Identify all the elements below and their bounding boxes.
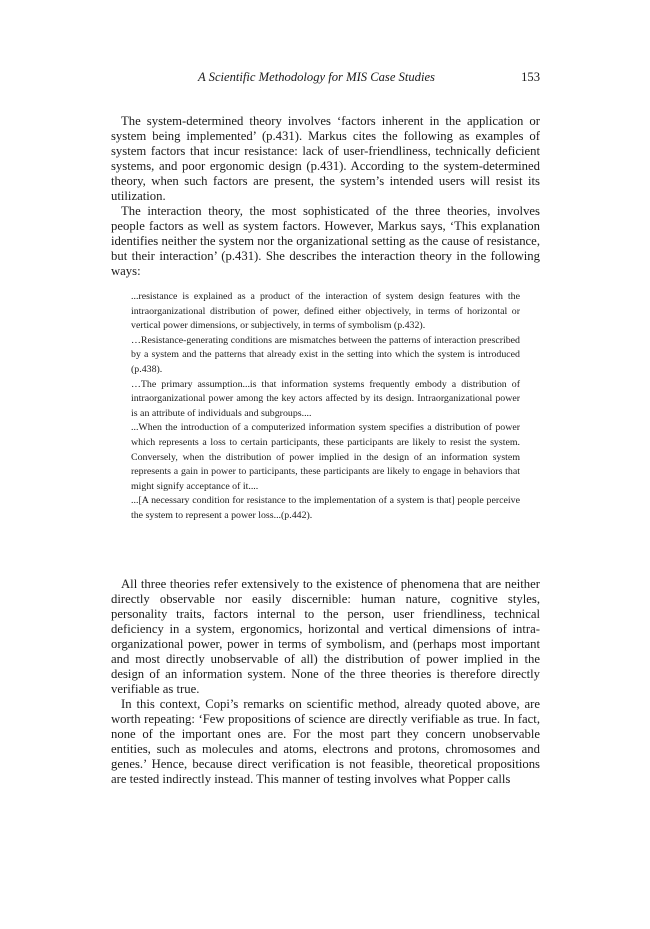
- quote-paragraph: ...resistance is explained as a product of the interaction of system design features with the intraorganizational distribution of power, defined either objectively, in terms of horizontal or vertical power dimensions, or subjectively, in terms of symbolism (p.432).: [131, 291, 520, 332]
- body-text-after-quote: [111, 577, 540, 787]
- running-title: A Scientific Methodology for MIS Case Studies: [198, 70, 435, 84]
- paragraph-interaction-theory: The interaction theory, the most sophisticated of the three theories, involves people factors as well as system factors. However, Markus says, ‘This explanation identifies neither the system nor the organizational setting as the cause of resistance, but their interaction’ (p.431). She describes the interaction theory in the following ways:: [111, 204, 540, 278]
- body-text-before-quote: [111, 114, 540, 279]
- block-quote: [131, 290, 520, 524]
- quote-paragraph: ...When the introduction of a computerized information system specifies a distribution of power which represents a loss to certain participants, these participants are likely to resist the system. Conversely, when the distribution of power implied in the design of an information system represents a gain in power to participants, these participants are likely to engage in behaviors that might signify acceptance of it....: [131, 422, 520, 492]
- quote-paragraph: …Resistance-generating conditions are mismatches between the patterns of interaction prescribed by a system and the patterns that already exist in the setting into which the system is introduced (p.438).: [131, 334, 520, 375]
- quote-paragraph: ...[A necessary condition for resistance to the implementation of a system is that] people perceive the system to represent a power loss...(p.442).: [131, 495, 520, 521]
- paragraph-system-determined-theory: The system-determined theory involves ‘factors inherent in the application or system being implemented’ (p.431). Markus cites the following as examples of system factors that incur resistance: lack of user-friendliness, technically deficient systems, and poor ergonomic design (p.431). According to the system-determined theory, when such factors are present, the system’s intended users will resist its utilization.: [111, 114, 540, 203]
- paragraph-three-theories: All three theories refer extensively to the existence of phenomena that are neither directly observable nor easily discernible: human nature, cognitive styles, personality traits, factors internal to the person, user friendliness, technical deficiency in a system, ergonomics, horizontal and vertical dimensions of intra-organizational power, power in terms of symbolism, and (perhaps most important and most directly unobservable of all) the distribution of power implied in the design of an information system. None of the three theories is therefore directly verifiable as true.: [111, 577, 540, 696]
- running-head: [111, 70, 540, 88]
- page-number: 153: [521, 70, 540, 84]
- quote-paragraph: …The primary assumption...is that information systems frequently embody a distribution of intraorganizational power among the key actors affected by its design. Intraorganizational power is an attribute of individuals and subgroups....: [131, 378, 520, 419]
- paragraph-copi-remarks: In this context, Copi’s remarks on scientific method, already quoted above, are worth repeating: ‘Few propositions of science are directly verifiable as true. In fact, none of the important ones are. For the most part they concern unobservable entities, such as molecules and atoms, electrons and protons, chromosomes and genes.’ Hence, because direct verification is not feasible, theoretical propositions are tested indirectly instead. This manner of testing involves what Popper calls: [111, 697, 540, 786]
